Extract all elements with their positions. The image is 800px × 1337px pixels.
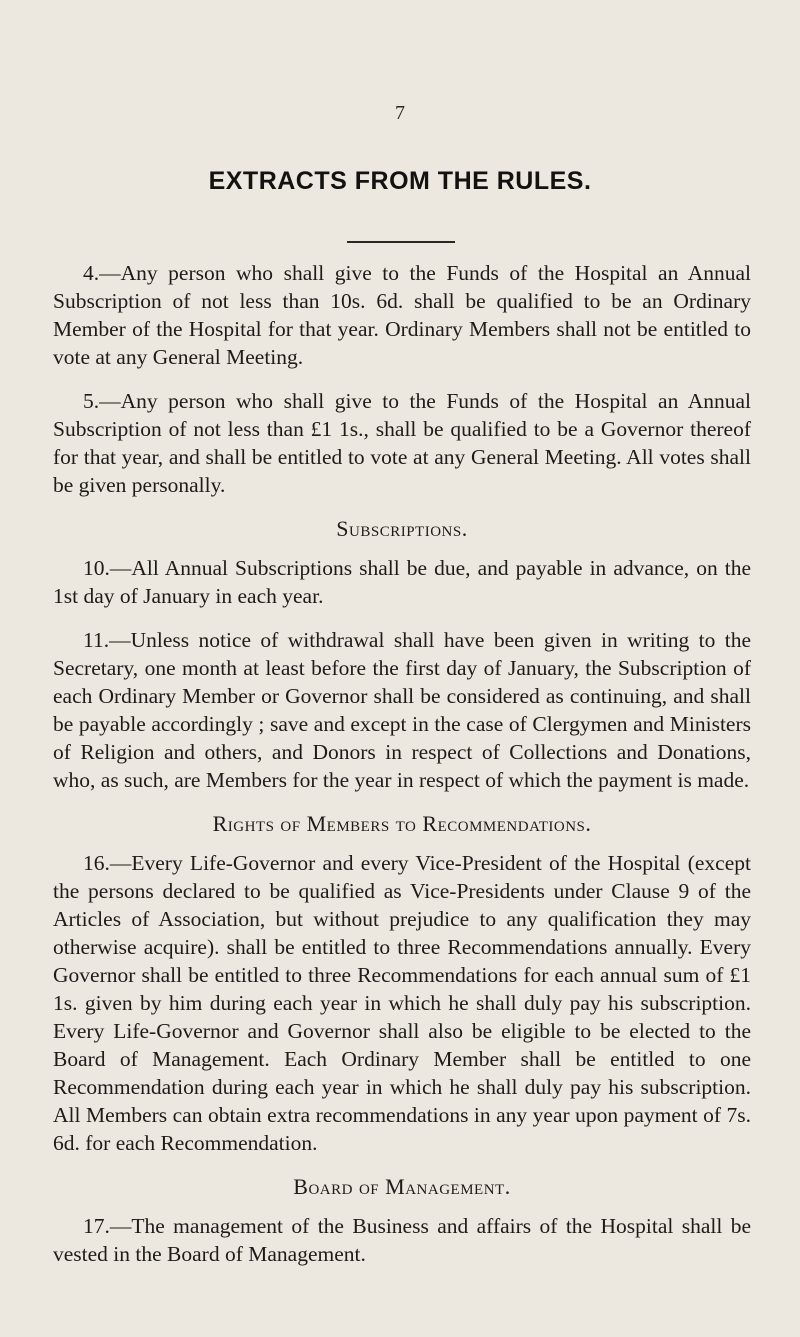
document-body	[53, 259, 751, 1284]
title-divider	[347, 241, 455, 243]
section-heading-board: Board of Management.	[293, 1174, 511, 1199]
section-heading-subscriptions: Subscriptions.	[336, 516, 468, 541]
page-number: 7	[395, 102, 405, 124]
rule-10-paragraph: 10.—All Annual Subscriptions shall be due, and payable in advance, on the 1st day of January in each year.	[53, 556, 751, 608]
rule-4-paragraph: 4.—Any person who shall give to the Funds of the Hospital an Annual Subscription of not less than 10s. 6d. shall be qualified to be an Ordinary Member of the Hospital for that year. Ordinary Members shall not be entitled to vote at any General Meeting.	[53, 261, 751, 369]
rule-5-paragraph: 5.—Any person who shall give to the Funds of the Hospital an Annual Subscription of not less than £1 1s., shall be qualified to be a Governor thereof for that year, and shall be entitled to vote at any General Meeting. All votes shall be given personally.	[53, 389, 751, 497]
page-title: EXTRACTS FROM THE RULES.	[208, 167, 592, 195]
rule-11-paragraph: 11.—Unless notice of withdrawal shall have been given in writing to the Secretary, one month at least before the first day of January, the Subscription of each Ordinary Member or Governor shall be considered as continuing, and shall be payable accordingly ; save and except in the case of Clergymen and Ministers of Religion and others, and Donors in respect of Collections and Donations, who, as such, are Members for the year in respect of which the payment is made.	[53, 628, 751, 792]
rule-17-paragraph: 17.—The management of the Business and affairs of the Hospital shall be vested in the Board of Management.	[53, 1214, 751, 1266]
rule-16-paragraph: 16.—Every Life-Governor and every Vice-President of the Hospital (except the persons declared to be qualified as Vice-Presidents under Clause 9 of the Articles of Association, but without prejudice to any qualification they may otherwise acquire). shall be entitled to three Recommendations annually. Every Governor shall be entitled to three Recommendations for each annual sum of £1 1s. given by him during each year in which he shall duly pay his subscription. Every Life-Governor and Governor shall also be eligible to be elected to the Board of Management. Each Ordinary Member shall be entitled to one Recommendation during each year in which he shall duly pay his subscription. All Members can obtain extra recommendations in any year upon payment of 7s. 6d. for each Recommendation.	[53, 851, 751, 1155]
section-heading-rights: Rights of Members to Recommendations.	[212, 811, 592, 836]
